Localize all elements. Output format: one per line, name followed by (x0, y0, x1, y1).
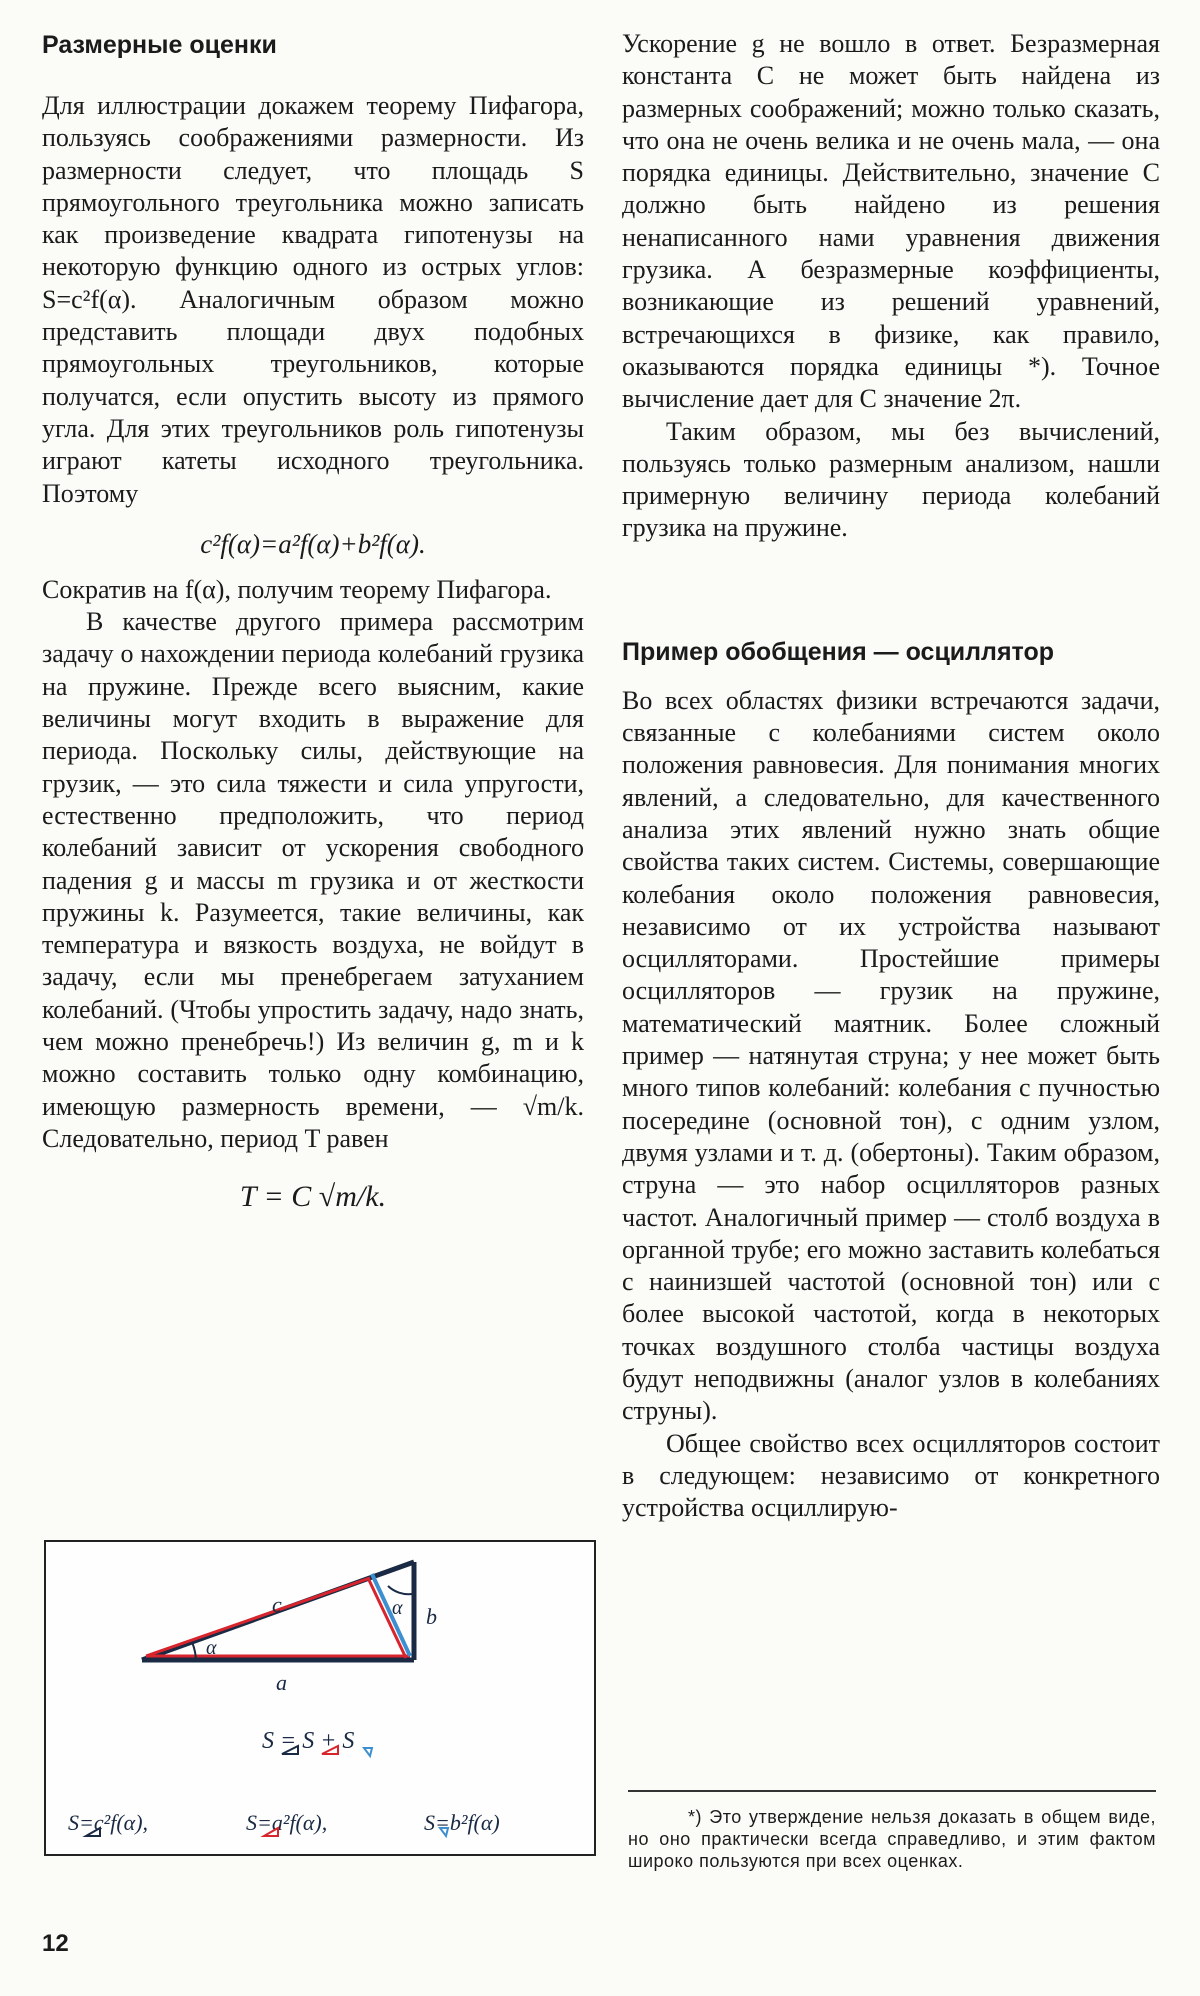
label-b: b (426, 1604, 437, 1629)
footnote: *) Это утверждение нельзя доказать в общем виде, но оно практически всегда справедливо, и этим фактом широко пользуются при всех оценках. (628, 1807, 1156, 1871)
paragraph-spring-example: В качестве другого примера рассмотрим задачу о нахождении периода колебаний грузика на пружине. Прежде всего выясним, какие величины могут входить в выражение для периода. Поскольку силы, действующие на грузик, — это сила тяжести и сила упругости, естественно предположить, что период колебаний зависит от ускорения свободного падения g и массы m грузика и от жесткости пружины k. Разумеется, такие величины, как температура и вязкость воздуха, не войдут в задачу, если мы пренебрегаем затуханием колебаний. (Чтобы упростить задачу, надо знать, чем можно пренебречь!) Из величин g, m и k можно составить только одну комбинацию, имеющую размерность времени, — √m/k. Следовательно, период T равен (42, 607, 584, 1153)
formula-pythagoras: c²f(α)=a²f(α)+b²f(α). (200, 528, 426, 559)
altitude-blue (372, 1574, 410, 1656)
subscript-blue-icon (364, 1748, 372, 1756)
paragraph-pythagoras-conclusion: Сократив на f(α), получим теорему Пифагора. (42, 574, 552, 604)
area-formula-red: S=a²f(α), (246, 1810, 328, 1835)
triangle-diagram (46, 1542, 594, 1854)
red-triangle-hyp (146, 1578, 370, 1656)
section-heading-oscillator: Пример обобщения — осциллятор (622, 637, 1054, 666)
area-formula-big: S=c²f(α), (68, 1810, 149, 1835)
paragraph-oscillators: Во всех областях физики встречаются задачи, связанные с колебаниями систем около положения равновесия. Для понимания многих явлений, а следовательно, для качественного анализа этих явлений нужно знать общие свойства таких систем. Системы, совершающие колебания около положения равновесия, независимо от их устройства называют осцилляторами. Простейшие примеры осцилляторов — грузик на пружине, математический маятник. Более сложный пример — натянутая струна; у нее может быть много типов колебаний: колебания с пучностью посередине (основной тон), с одним узлом, двумя узлами и т. д. (обертоны). Таким образом, струна — это набор осцилляторов разных частот. Аналогичный пример — столб воздуха в органной трубе; его можно заставить колебаться с наинизшей частотой (основной тон) или с более высокой частотой, когда в некоторых точках воздушного столба частицы воздуха будут неподвижны (аналог узлов в колебаниях струны). (622, 685, 1160, 1426)
label-a: a (276, 1670, 287, 1695)
paragraph-constant-c: Ускорение g не вошло в ответ. Безразмерная константа C не может быть найдена из размерных соображений; можно только сказать, что она не очень велика и не очень мала, — она порядка единицы. Действительно, значение C должно быть найдено из решения ненаписанного нами уравнения движения грузика. А безразмерные коэффициенты, возникающие из решений уравнений, встречающихся в физике, как правило, оказываются порядка единицы *). Точное вычисление дает для C значение 2π. (622, 29, 1160, 414)
left-column (42, 28, 584, 1239)
paragraph-common-property: Общее свойство всех осцилляторов состоит в следующем: независимо от конкретного устройства осциллирую- (622, 1428, 1160, 1523)
paragraph-pythagoras-intro: Для иллюстрации докажем теорему Пифагора, пользуясь соображениями размерности. Из размерности следует, что площадь S прямоугольного треугольника можно записать как произведение квадрата гипотенузы на некоторую функцию одного из острых углов: S=c²f(α). Аналогичным образом можно представить площади двух подобных прямоугольных треугольников, которые получатся, если опустить высоту из прямого угла. Для этих треугольников роль гипотенузы играют катеты исходного треугольника. Поэтому (42, 91, 584, 508)
area-sum-equation: S = S + S (262, 1728, 355, 1754)
section-heading-dimensional-estimates: Размерные оценки (42, 31, 277, 59)
area-formula-blue: S=b²f(α) (424, 1810, 500, 1835)
paragraph-conclusion: Таким образом, мы без вычислений, пользуясь только размерным анализом, нашли примерную величину периода колебаний грузика на пружине. (622, 416, 1160, 543)
right-column (622, 28, 1160, 1524)
label-c: c (272, 1592, 282, 1617)
page-number: 12 (42, 1930, 69, 1957)
angle-arc-top (388, 1586, 412, 1594)
footnote-divider (628, 1790, 1156, 1792)
label-alpha-top: α (392, 1597, 403, 1619)
triangle-figure (44, 1540, 596, 1856)
formula-period: T = C √m/k. (239, 1180, 387, 1214)
label-alpha-bottom: α (206, 1637, 217, 1659)
